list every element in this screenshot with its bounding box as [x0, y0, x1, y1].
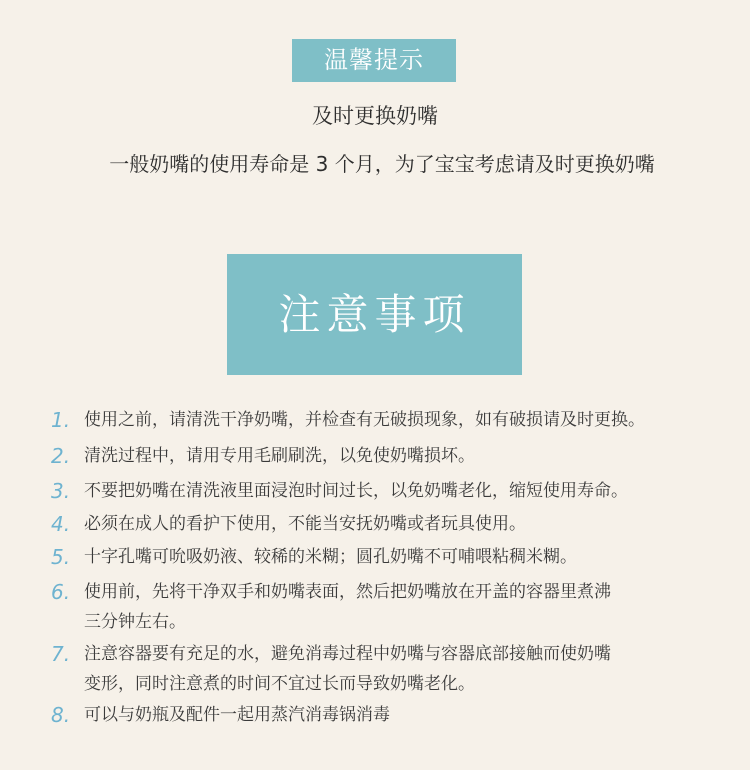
item-number: 3.: [51, 479, 71, 503]
item-text: [84, 700, 724, 730]
item-line: 不要把奶嘴在清洗液里面浸泡时间过长，以免奶嘴老化，缩短使用寿命。: [84, 481, 628, 501]
item-text: [84, 577, 724, 637]
item-text: [84, 441, 724, 471]
item-number: 1.: [51, 408, 71, 432]
item-text: [84, 405, 724, 435]
item-number: 5.: [51, 545, 71, 569]
item-line: 使用之前，请清洗干净奶嘴，并检查有无破损现象，如有破损请及时更换。: [84, 410, 645, 430]
item-text: [84, 476, 724, 506]
item-number: 6.: [51, 580, 71, 604]
tip-title: 及时更换奶嘴: [312, 104, 438, 128]
item-number: 7.: [51, 642, 71, 666]
tip-badge: 温馨提示: [292, 39, 456, 82]
item-line: 使用前，先将干净双手和奶嘴表面，然后把奶嘴放在开盖的容器里煮沸: [84, 582, 611, 602]
tip-body: 一般奶嘴的使用寿命是 3 个月，为了宝宝考虑请及时更换奶嘴: [109, 152, 655, 176]
item-number: 4.: [51, 512, 71, 536]
notice-title-box: 注意事项: [227, 254, 522, 375]
item-number: 8.: [51, 703, 71, 727]
item-line: 清洗过程中，请用专用毛刷刷洗，以免使奶嘴损坏。: [84, 446, 475, 466]
item-line: 注意容器要有充足的水，避免消毒过程中奶嘴与容器底部接触而使奶嘴: [84, 644, 611, 664]
item-text: [84, 509, 724, 539]
item-number: 2.: [51, 444, 71, 468]
item-line: 十字孔嘴可吮吸奶液、较稀的米糊；圆孔奶嘴不可哺喂粘稠米糊。: [84, 547, 577, 567]
item-line: 变形，同时注意煮的时间不宜过长而导致奶嘴老化。: [84, 674, 475, 694]
item-line: 可以与奶瓶及配件一起用蒸汽消毒锅消毒: [84, 705, 390, 725]
item-text: [84, 639, 724, 699]
item-text: [84, 542, 724, 572]
item-line: 必须在成人的看护下使用，不能当安抚奶嘴或者玩具使用。: [84, 514, 526, 534]
item-line: 三分钟左右。: [84, 612, 186, 632]
